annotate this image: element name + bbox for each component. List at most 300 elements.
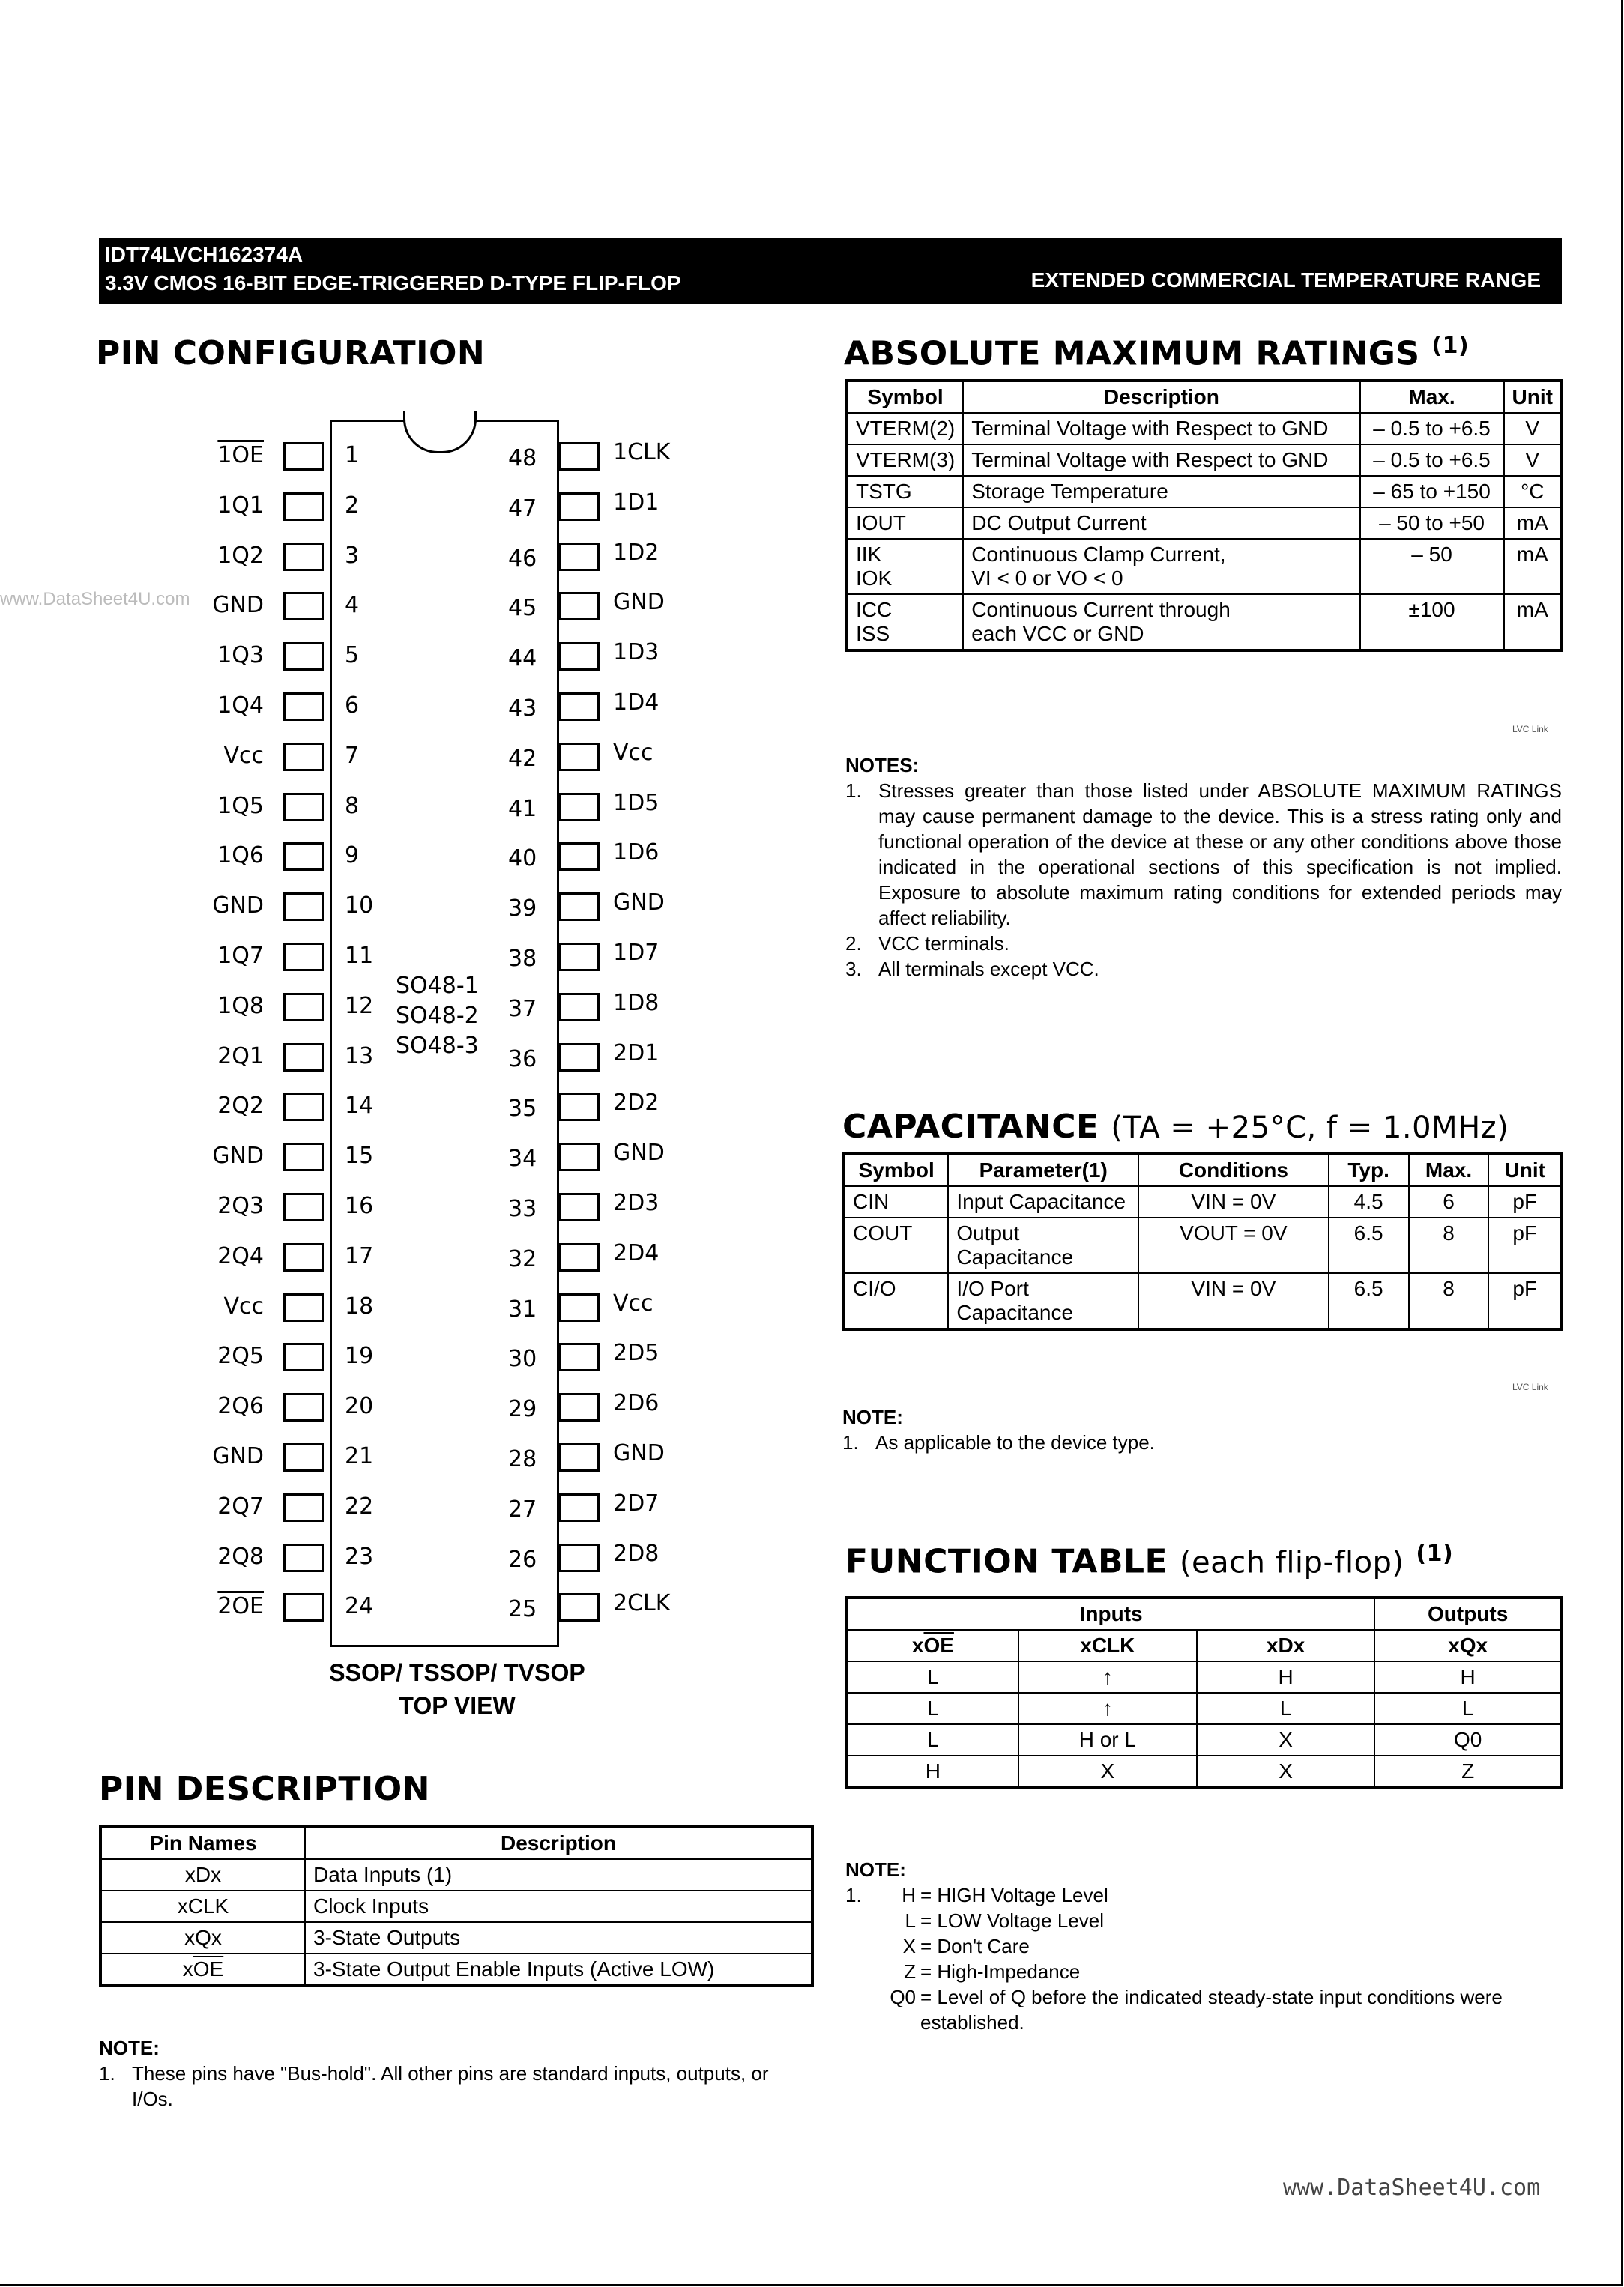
table-row (847, 1756, 1562, 1788)
package-type: SSOP/ TSSOP/ TVSOP (329, 1659, 585, 1686)
pin-name (159, 842, 264, 868)
pin-name: 1D6 (613, 839, 659, 866)
pin-lead (283, 543, 324, 571)
note-text: These pins have "Bus-hold". All other pins are standard inputs, outputs, or I/Os. (132, 2062, 769, 2110)
pin-number: 14 (345, 1093, 374, 1120)
pin-lead (283, 692, 324, 721)
col-header: Max. (1360, 381, 1504, 413)
col-header: $x\overline{OE}$ (847, 1630, 1018, 1661)
table-row (844, 1273, 1562, 1329)
table-row (100, 1859, 812, 1891)
table-row (100, 1922, 812, 1954)
function-table (845, 1596, 1563, 1789)
pin-name: 1D5 (613, 789, 659, 816)
pin-lead (559, 1043, 600, 1072)
pin-description-notes: NOTE: 1. These pins have "Bus-hold". All other pins are standard inputs, outputs, or I/Os. (99, 2035, 773, 2112)
table-row (847, 507, 1562, 539)
pin-lead (559, 642, 600, 671)
table-cell: IIK IOK (847, 539, 963, 594)
pin-lead (559, 1143, 600, 1171)
pin-number: 4 (345, 592, 360, 619)
table-cell: pF (1488, 1218, 1562, 1273)
pin-name: GND (613, 889, 665, 916)
table-cell: VIN = 0V (1138, 1186, 1329, 1218)
note-line (845, 1984, 1565, 2035)
note-title: NOTE: (845, 1858, 906, 1881)
pin-label: 1OE (217, 442, 264, 468)
pin-lead (559, 1443, 600, 1472)
table-cell: Clock Inputs (305, 1891, 812, 1922)
table-cell: Input Capacitance (948, 1186, 1138, 1218)
pin-name: 2D5 (613, 1340, 659, 1367)
table-cell: TSTG (847, 476, 963, 507)
pin-name: 2D3 (613, 1190, 659, 1216)
pin-number: 32 (508, 1245, 537, 1272)
pin-lead (283, 642, 324, 671)
pin-number: 31 (508, 1296, 537, 1323)
table-cell: ICC ISS (847, 594, 963, 650)
table-cell: H or L (1018, 1724, 1197, 1756)
pin-number: 3 (345, 542, 360, 569)
pin-name: 1CLK (613, 439, 671, 465)
capacitance-title: CAPACITANCE (TA = +25°C, f = 1.0MHz) (842, 1108, 1509, 1146)
pin-number: 44 (508, 645, 537, 672)
table-cell: 3-State Output Enable Inputs (Active LOW) (305, 1954, 812, 1986)
pin-number: 26 (508, 1546, 537, 1573)
table-row (847, 539, 1562, 594)
pin-name: 2CLK (613, 1590, 671, 1617)
pin-number: 43 (508, 695, 537, 722)
pin-number: 47 (508, 495, 537, 522)
table-cell: xQx (100, 1922, 305, 1954)
table-cell: V (1504, 413, 1562, 444)
pin-number: 8 (345, 792, 360, 819)
table-cell: VIN = 0V (1138, 1273, 1329, 1329)
pin-number: 21 (345, 1443, 374, 1469)
pin-lead (283, 1544, 324, 1572)
pin-name: 2D8 (613, 1540, 659, 1567)
pin-lead (559, 1393, 600, 1422)
watermark-bottom: www.DataSheet4U.com (1283, 2175, 1541, 2201)
table-cell: $x\overline{OE}$ (100, 1954, 305, 1986)
pin-lead (559, 1093, 600, 1121)
table-cell: ↑ (1018, 1661, 1197, 1693)
pin-label: 2Q2 (217, 1093, 264, 1120)
table-row (847, 1693, 1562, 1724)
pin-lead (559, 1544, 600, 1572)
pin-number: 41 (508, 795, 537, 822)
note-text: = Level of Q before the indicated steady-state input conditions were established. (920, 1986, 1503, 2034)
pin-number: 15 (345, 1143, 374, 1170)
pin-label: 2Q1 (217, 1042, 264, 1069)
pin-name: 2D2 (613, 1090, 659, 1117)
pin-name: GND (613, 589, 665, 616)
table-cell: pF (1488, 1273, 1562, 1329)
table-cell: Storage Temperature (963, 476, 1359, 507)
table-cell: I/O Port Capacitance (948, 1273, 1138, 1329)
pin-name: 2D6 (613, 1390, 659, 1417)
pin-lead (559, 1193, 600, 1221)
table-cell: mA (1504, 539, 1562, 594)
table-cell: VTERM(3) (847, 444, 963, 476)
table-cell: CI/O (844, 1273, 948, 1329)
pin-lead (559, 1343, 600, 1371)
pin-name (159, 1243, 264, 1269)
pin-lead (559, 543, 600, 571)
table-cell: 6 (1409, 1186, 1489, 1218)
note-text: Stresses greater than those listed under ABSOLUTE MAXIMUM RATINGS may cause permanent damage to the device. This is a stress rating only and functional operation of the device at these or any other conditions above those indicated in the operational sections of this specification is not implied. Exposure to absolute maximum rating conditions for extended periods may affect reliability. (878, 779, 1562, 929)
pin-lead (283, 1093, 324, 1121)
abs-max-notes: NOTES: 1. Stresses greater than those listed under ABSOLUTE MAXIMUM RATINGS may cause permanent damage to the device. This is a stress rating only and functional operation of the device at these or any other conditions above those indicated in the operational sections of this specification is not implied. Exposure to absolute maximum rating conditions for extended periods may affect reliability. 2. VCC terminals. 3. All terminals except VCC. (845, 754, 1562, 980)
pin-lead (283, 943, 324, 971)
pin-name (159, 793, 264, 819)
pin-label: GND (212, 892, 264, 919)
table-cell: ↑ (1018, 1693, 1197, 1724)
pin-label: 1Q1 (217, 492, 264, 519)
note-text: VCC terminals. (878, 932, 1009, 955)
pin-lead (283, 1593, 324, 1622)
pin-number: 40 (508, 845, 537, 872)
pin-lead (283, 1393, 324, 1422)
pin-name (159, 442, 264, 468)
pin-name (159, 1544, 264, 1570)
note-key: H (902, 1884, 916, 1906)
table-tag: LVC Link (1512, 1382, 1548, 1392)
pin-name (159, 1293, 264, 1320)
note-text: As applicable to the device type. (875, 1431, 1155, 1454)
pin-label: GND (212, 1143, 264, 1170)
table-cell: – 50 to +50 (1360, 507, 1504, 539)
table-cell: ±100 (1360, 594, 1504, 650)
table-cell: VOUT = 0V (1138, 1218, 1329, 1273)
pin-name: 1D3 (613, 639, 659, 666)
table-cell: IOUT (847, 507, 963, 539)
part-description: 3.3V CMOS 16-BIT EDGE-TRIGGERED D-TYPE FLIP-FLOP (105, 271, 681, 294)
table-cell: – 65 to +150 (1360, 476, 1504, 507)
table-cell: xCLK (100, 1891, 305, 1922)
table-cell: Data Inputs (1) (305, 1859, 812, 1891)
table-cell: H (1374, 1661, 1562, 1693)
pin-number: 36 (508, 1045, 537, 1072)
table-cell: mA (1504, 507, 1562, 539)
pin-number: 16 (345, 1193, 374, 1219)
outputs-header: Outputs (1374, 1598, 1562, 1630)
pin-lead (559, 743, 600, 771)
table-cell: Terminal Voltage with Respect to GND (963, 413, 1359, 444)
table-tag: LVC Link (1512, 724, 1548, 734)
pin-lead (559, 1493, 600, 1522)
table-cell: mA (1504, 594, 1562, 650)
note-title: NOTE: (842, 1406, 903, 1428)
pin-name (159, 692, 264, 719)
pin-lead (283, 592, 324, 620)
pin-name: GND (613, 1440, 665, 1466)
pin-number: 24 (345, 1593, 374, 1620)
pin-number: 6 (345, 692, 360, 719)
pin-label: 2Q3 (217, 1193, 264, 1219)
table-cell: Output Capacitance (948, 1218, 1138, 1273)
pin-lead (283, 842, 324, 871)
pin-lead (283, 1193, 324, 1221)
temperature-range: EXTENDED COMMERCIAL TEMPERATURE RANGE (1030, 268, 1541, 291)
pin-name: 1D1 (613, 489, 659, 516)
abs-max-title: ABSOLUTE MAXIMUM RATINGS $^{(1)}$ (844, 333, 1470, 373)
note-line (845, 1959, 1565, 1984)
col-header: Description (305, 1827, 812, 1859)
pin-lead (559, 842, 600, 871)
pin-label: GND (212, 592, 264, 619)
pin-name (159, 1343, 264, 1369)
pin-number: 11 (345, 943, 374, 969)
table-cell: L (847, 1693, 1018, 1724)
note-title: NOTE: (99, 2037, 160, 2059)
pin-name: Vcc (613, 1290, 653, 1317)
table-cell: 3-State Outputs (305, 1922, 812, 1954)
pin-label: 1Q3 (217, 642, 264, 669)
pin-name (159, 1143, 264, 1169)
pin-name: 2D7 (613, 1490, 659, 1517)
table-cell: 6.5 (1329, 1273, 1409, 1329)
pin-name (159, 1593, 264, 1619)
package-name: SO48-2 (396, 1003, 479, 1029)
pin-name (159, 1443, 264, 1469)
pin-lead (283, 1293, 324, 1322)
pin-name (159, 1193, 264, 1219)
col-header: xDx (1197, 1630, 1374, 1661)
pin-lead (283, 442, 324, 471)
pin-label: 2Q6 (217, 1393, 264, 1420)
pin-number: 46 (508, 545, 537, 572)
capacitance-notes: NOTE: 1. As applicable to the device type. (842, 1404, 1562, 1455)
pin-number: 27 (508, 1496, 537, 1523)
pin-name: 1D4 (613, 689, 659, 716)
pin-lead (559, 943, 600, 971)
pin-lead (283, 743, 324, 771)
pin-number: 13 (345, 1042, 374, 1069)
table-cell: Q0 (1374, 1724, 1562, 1756)
note-key: X (902, 1935, 916, 1957)
pin-number: 42 (508, 745, 537, 772)
table-cell: CIN (844, 1186, 948, 1218)
pin-lead (283, 492, 324, 521)
pin-description-title: PIN DESCRIPTION (99, 1770, 430, 1808)
table-cell: L (1374, 1693, 1562, 1724)
note-text: All terminals except VCC. (878, 958, 1099, 980)
pin-number: 30 (508, 1346, 537, 1373)
pin-lead (559, 1293, 600, 1322)
table-cell: Continuous Current through each VCC or GND (963, 594, 1359, 650)
table-row (100, 1891, 812, 1922)
pin-number: 18 (345, 1293, 374, 1320)
pin-number: 17 (345, 1242, 374, 1269)
pin-lead (283, 892, 324, 921)
table-cell: 6.5 (1329, 1218, 1409, 1273)
package-name: SO48-1 (396, 973, 479, 999)
note-key: Q0 (890, 1986, 916, 2008)
table-cell: 4.5 (1329, 1186, 1409, 1218)
pin-lead (283, 1443, 324, 1472)
table-cell: COUT (844, 1218, 948, 1273)
pin-number: 5 (345, 642, 360, 669)
pin-label: 1Q6 (217, 842, 264, 869)
table-cell: °C (1504, 476, 1562, 507)
pin-name (159, 1393, 264, 1419)
pin-name (159, 1043, 264, 1069)
pin-name: GND (613, 1140, 665, 1167)
package-view-label (322, 1656, 592, 1722)
pin-lead (283, 993, 324, 1021)
table-row (844, 1218, 1562, 1273)
pin-lead (559, 1243, 600, 1272)
table-cell: X (1018, 1756, 1197, 1788)
abs-max-table (845, 379, 1563, 652)
table-cell: xDx (100, 1859, 305, 1891)
note-key: L (905, 1909, 916, 1932)
table-row (847, 413, 1562, 444)
pin-name: 1D2 (613, 539, 659, 566)
pin-number: 9 (345, 842, 360, 869)
pin-name (159, 1093, 264, 1119)
pin-number: 33 (508, 1196, 537, 1222)
table-row (847, 1724, 1562, 1756)
pin-number: 34 (508, 1146, 537, 1173)
col-header: Unit (1504, 381, 1562, 413)
note-text: = HIGH Voltage Level (920, 1884, 1108, 1906)
pin-name: 1D7 (613, 940, 659, 966)
pin-number: 39 (508, 895, 537, 922)
pin-number: 29 (508, 1396, 537, 1423)
pin-name (159, 743, 264, 769)
table-cell: V (1504, 444, 1562, 476)
pin-name (159, 1493, 264, 1520)
pin-lead (559, 492, 600, 521)
pin-name: 2D4 (613, 1239, 659, 1266)
pin-number: 25 (508, 1596, 537, 1623)
table-cell: L (1197, 1693, 1374, 1724)
part-number: IDT74LVCH162374A (105, 243, 304, 266)
pin-lead (283, 1143, 324, 1171)
table-cell: H (847, 1756, 1018, 1788)
col-header: Description (963, 381, 1359, 413)
pin-name: 2D1 (613, 1039, 659, 1066)
table-cell: VTERM(2) (847, 413, 963, 444)
table-cell: Z (1374, 1756, 1562, 1788)
table-row (847, 594, 1562, 650)
table-cell: L (847, 1661, 1018, 1693)
pin-label: Vcc (223, 1293, 264, 1320)
table-row (844, 1186, 1562, 1218)
table-row (847, 476, 1562, 507)
pin-name (159, 642, 264, 668)
pin-name (159, 592, 264, 618)
pin-description-table (99, 1825, 814, 1987)
pin-lead (559, 793, 600, 821)
pin-label: 1Q2 (217, 542, 264, 569)
table-row (100, 1954, 812, 1986)
pin-number: 23 (345, 1543, 374, 1570)
pin-label: 2OE (217, 1593, 264, 1620)
pin-number: 35 (508, 1096, 537, 1123)
table-row (847, 444, 1562, 476)
pin-number: 2 (345, 492, 360, 519)
table-cell: 8 (1409, 1273, 1489, 1329)
table-cell: Continuous Clamp Current, VI < 0 or VO < 0 (963, 539, 1359, 594)
header-bar (99, 238, 1562, 304)
note-line: 1. H = HIGH Voltage Level (845, 1884, 1108, 1906)
pin-lead (559, 993, 600, 1021)
pin-lead (559, 442, 600, 471)
inputs-header: Inputs (847, 1598, 1374, 1630)
function-table-notes (845, 1857, 1565, 2035)
col-header: Unit (1488, 1154, 1562, 1186)
pin-lead (559, 1593, 600, 1622)
capacitance-table (842, 1152, 1563, 1331)
pin-number: 48 (508, 445, 537, 471)
table-cell: – 0.5 to +6.5 (1360, 444, 1504, 476)
table-cell: DC Output Current (963, 507, 1359, 539)
pin-number: 37 (508, 995, 537, 1022)
col-header: Conditions (1138, 1154, 1329, 1186)
pin-lead (283, 1493, 324, 1522)
table-cell: pF (1488, 1186, 1562, 1218)
pin-label: GND (212, 1443, 264, 1469)
watermark-left: www.DataSheet4U.com (0, 589, 190, 609)
package-name: SO48-3 (396, 1033, 479, 1059)
pin-label: 2Q5 (217, 1343, 264, 1370)
notes-title: NOTES: (845, 754, 920, 776)
table-cell: Terminal Voltage with Respect to GND (963, 444, 1359, 476)
top-view: TOP VIEW (399, 1692, 516, 1719)
pin-lead (283, 793, 324, 821)
pin-label: 2Q7 (217, 1493, 264, 1520)
pin-name: 1D8 (613, 989, 659, 1016)
pin-label: 1Q7 (217, 943, 264, 969)
pin-number: 45 (508, 595, 537, 622)
package-names (396, 971, 479, 1061)
note-key: Z (904, 1960, 916, 1983)
pin-lead (559, 692, 600, 721)
note-line (845, 1933, 1565, 1959)
pin-number: 38 (508, 946, 537, 972)
note-text: = Don't Care (920, 1935, 1030, 1957)
pin-label: 2Q8 (217, 1543, 264, 1570)
col-header: Symbol (844, 1154, 948, 1186)
pin-name (159, 543, 264, 569)
col-header: xQx (1374, 1630, 1562, 1661)
pin-name (159, 993, 264, 1019)
pin-label: 1Q5 (217, 792, 264, 819)
col-header: Symbol (847, 381, 963, 413)
note-text: = High-Impedance (920, 1960, 1081, 1983)
pin-number: 1 (345, 442, 360, 468)
pin-lead (283, 1043, 324, 1072)
col-header: Max. (1409, 1154, 1489, 1186)
table-cell: L (847, 1724, 1018, 1756)
col-header: Typ. (1329, 1154, 1409, 1186)
pin-name: Vcc (613, 739, 653, 766)
note-line (845, 1908, 1565, 1933)
function-table-title: FUNCTION TABLE (each flip-flop) $^{(1)}$ (845, 1541, 1454, 1581)
note-text: = LOW Voltage Level (920, 1909, 1104, 1932)
table-cell: – 0.5 to +6.5 (1360, 413, 1504, 444)
pin-label: 1Q8 (217, 992, 264, 1019)
pin-label: 2Q4 (217, 1242, 264, 1269)
table-cell: 8 (1409, 1218, 1489, 1273)
pin-lead (283, 1343, 324, 1371)
col-header: Parameter(1) (948, 1154, 1138, 1186)
pin-number: 28 (508, 1446, 537, 1472)
pin-name (159, 943, 264, 969)
